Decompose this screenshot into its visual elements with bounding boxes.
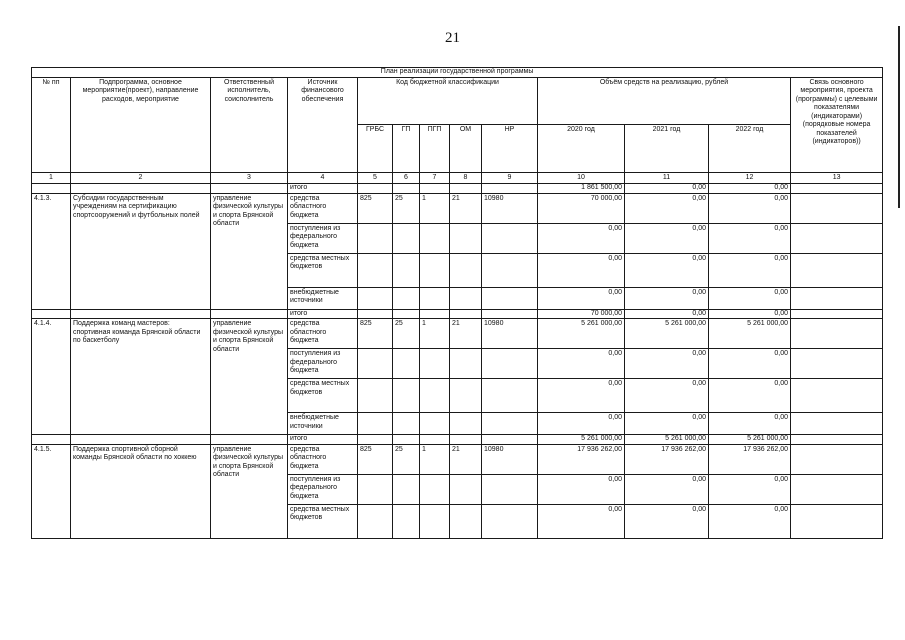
amount-2021: 0,00 bbox=[625, 349, 709, 379]
indicator-link bbox=[791, 413, 883, 435]
amount-2022: 5 261 000,00 bbox=[709, 319, 791, 349]
header-subprogram: Подпрограмма, основное мероприятие(проект), направление расходов, мероприятие bbox=[71, 77, 211, 172]
executor: управление физической культуры и спорта Брянской области bbox=[211, 444, 288, 538]
code-empty bbox=[358, 413, 393, 435]
amount-2020: 70 000,00 bbox=[538, 193, 625, 223]
column-number: 9 bbox=[482, 172, 538, 184]
code-nr: 10980 bbox=[482, 444, 538, 474]
code-empty bbox=[358, 379, 393, 413]
code-empty bbox=[482, 287, 538, 309]
total-2020: 70 000,00 bbox=[538, 309, 625, 319]
code-empty bbox=[420, 504, 450, 538]
funding-source: средства областного бюджета bbox=[288, 444, 358, 474]
measure-name: Субсидии государственным учреждениям на сертификацию спортсооружений и футбольных полей bbox=[71, 193, 211, 309]
code-empty bbox=[420, 349, 450, 379]
table-title: План реализации государственной программы bbox=[32, 68, 883, 78]
indicator-link bbox=[791, 193, 883, 223]
amount-2022: 0,00 bbox=[709, 504, 791, 538]
code-empty bbox=[393, 349, 420, 379]
amount-2021: 0,00 bbox=[625, 287, 709, 309]
code-empty bbox=[482, 253, 538, 287]
row-number: 4.1.3. bbox=[32, 193, 71, 309]
amount-2022: 0,00 bbox=[709, 379, 791, 413]
code-pgp: 1 bbox=[420, 319, 450, 349]
code-empty bbox=[393, 223, 420, 253]
header-row-1 bbox=[32, 77, 883, 125]
code-empty bbox=[450, 223, 482, 253]
total-2020: 5 261 000,00 bbox=[538, 435, 625, 445]
total-2021: 5 261 000,00 bbox=[625, 435, 709, 445]
table-title-row bbox=[32, 68, 883, 78]
column-number: 6 bbox=[393, 172, 420, 184]
amount-2021: 17 936 262,00 bbox=[625, 444, 709, 474]
code-gp: 25 bbox=[393, 444, 420, 474]
code-empty bbox=[393, 504, 420, 538]
code-empty bbox=[358, 287, 393, 309]
code-nr: 10980 bbox=[482, 193, 538, 223]
table-row bbox=[32, 319, 883, 349]
code-empty bbox=[420, 223, 450, 253]
code-empty bbox=[450, 253, 482, 287]
indicator-link bbox=[791, 287, 883, 309]
code-empty bbox=[450, 379, 482, 413]
amount-2020: 0,00 bbox=[538, 253, 625, 287]
code-gp: 25 bbox=[393, 319, 420, 349]
amount-2020: 0,00 bbox=[538, 287, 625, 309]
amount-2020: 0,00 bbox=[538, 413, 625, 435]
code-empty bbox=[450, 287, 482, 309]
column-number: 12 bbox=[709, 172, 791, 184]
code-empty bbox=[450, 349, 482, 379]
header-link: Связь основного мероприятия, проекта (программы) с целевыми показателями (индикаторами) (порядковые номера показателей (индикаторов)) bbox=[791, 77, 883, 172]
program-plan-table bbox=[31, 67, 883, 539]
total-2021: 0,00 bbox=[625, 309, 709, 319]
header-source: Источник финансового обеспечения bbox=[288, 77, 358, 172]
code-empty bbox=[482, 379, 538, 413]
header-funds: Объём средств на реализацию, рублей bbox=[538, 77, 791, 125]
column-number: 5 bbox=[358, 172, 393, 184]
executor: управление физической культуры и спорта Брянской области bbox=[211, 319, 288, 435]
code-empty bbox=[482, 474, 538, 504]
total-2020: 1 861 500,00 bbox=[538, 184, 625, 194]
header-grbs: ГРБС bbox=[358, 125, 393, 173]
header-executor: Ответственный исполнитель, соисполнитель bbox=[211, 77, 288, 172]
code-empty bbox=[420, 287, 450, 309]
code-empty bbox=[393, 379, 420, 413]
top-total-row bbox=[32, 184, 883, 194]
total-row bbox=[32, 309, 883, 319]
code-empty bbox=[358, 504, 393, 538]
header-nr: НР bbox=[482, 125, 538, 173]
funding-source: средства местных бюджетов bbox=[288, 253, 358, 287]
column-number: 8 bbox=[450, 172, 482, 184]
amount-2020: 0,00 bbox=[538, 504, 625, 538]
amount-2022: 0,00 bbox=[709, 474, 791, 504]
code-om: 21 bbox=[450, 319, 482, 349]
total-label: итого bbox=[288, 184, 358, 194]
code-pgp: 1 bbox=[420, 444, 450, 474]
code-empty bbox=[393, 413, 420, 435]
total-row bbox=[32, 435, 883, 445]
amount-2021: 0,00 bbox=[625, 223, 709, 253]
column-number: 4 bbox=[288, 172, 358, 184]
code-empty bbox=[450, 504, 482, 538]
amount-2021: 0,00 bbox=[625, 413, 709, 435]
amount-2021: 0,00 bbox=[625, 474, 709, 504]
header-2021: 2021 год bbox=[625, 125, 709, 173]
code-empty bbox=[450, 474, 482, 504]
code-gp: 25 bbox=[393, 193, 420, 223]
total-2022: 0,00 bbox=[709, 184, 791, 194]
funding-source: средства местных бюджетов bbox=[288, 504, 358, 538]
funding-source: поступления из федерального бюджета bbox=[288, 349, 358, 379]
amount-2020: 0,00 bbox=[538, 474, 625, 504]
amount-2020: 0,00 bbox=[538, 349, 625, 379]
table-row bbox=[32, 444, 883, 474]
amount-2022: 0,00 bbox=[709, 253, 791, 287]
funding-source: средства областного бюджета bbox=[288, 319, 358, 349]
total-label: итого bbox=[288, 309, 358, 319]
code-empty bbox=[482, 349, 538, 379]
header-num: № пп bbox=[32, 77, 71, 172]
header-om: ОМ bbox=[450, 125, 482, 173]
code-grbs: 825 bbox=[358, 444, 393, 474]
indicator-link bbox=[791, 349, 883, 379]
total-2022: 0,00 bbox=[709, 309, 791, 319]
amount-2022: 17 936 262,00 bbox=[709, 444, 791, 474]
measure-name: Поддержка спортивной сборной команды Брянской области по хоккею bbox=[71, 444, 211, 538]
amount-2021: 5 261 000,00 bbox=[625, 319, 709, 349]
header-pgp: ПГП bbox=[420, 125, 450, 173]
column-number: 7 bbox=[420, 172, 450, 184]
code-pgp: 1 bbox=[420, 193, 450, 223]
code-empty bbox=[450, 413, 482, 435]
funding-source: внебюджетные источники bbox=[288, 413, 358, 435]
indicator-link bbox=[791, 253, 883, 287]
total-2022: 5 261 000,00 bbox=[709, 435, 791, 445]
page-edge-line bbox=[898, 26, 900, 208]
amount-2021: 0,00 bbox=[625, 379, 709, 413]
column-number: 10 bbox=[538, 172, 625, 184]
amount-2021: 0,00 bbox=[625, 193, 709, 223]
amount-2022: 0,00 bbox=[709, 413, 791, 435]
code-grbs: 825 bbox=[358, 193, 393, 223]
column-numbers-row bbox=[32, 172, 883, 184]
column-number: 13 bbox=[791, 172, 883, 184]
header-budget-code: Код бюджетной классификации bbox=[358, 77, 538, 125]
code-grbs: 825 bbox=[358, 319, 393, 349]
amount-2022: 0,00 bbox=[709, 223, 791, 253]
total-label: итого bbox=[288, 435, 358, 445]
code-empty bbox=[358, 349, 393, 379]
amount-2022: 0,00 bbox=[709, 193, 791, 223]
amount-2020: 17 936 262,00 bbox=[538, 444, 625, 474]
code-empty bbox=[393, 253, 420, 287]
page-number: 21 bbox=[445, 30, 460, 46]
code-empty bbox=[420, 253, 450, 287]
amount-2021: 0,00 bbox=[625, 504, 709, 538]
code-om: 21 bbox=[450, 444, 482, 474]
funding-source: средства местных бюджетов bbox=[288, 379, 358, 413]
code-empty bbox=[420, 413, 450, 435]
code-empty bbox=[358, 474, 393, 504]
code-empty bbox=[420, 379, 450, 413]
indicator-link bbox=[791, 379, 883, 413]
amount-2022: 0,00 bbox=[709, 287, 791, 309]
column-number: 1 bbox=[32, 172, 71, 184]
table-row bbox=[32, 193, 883, 223]
amount-2020: 5 261 000,00 bbox=[538, 319, 625, 349]
code-empty bbox=[420, 474, 450, 504]
total-2021: 0,00 bbox=[625, 184, 709, 194]
indicator-link bbox=[791, 474, 883, 504]
code-om: 21 bbox=[450, 193, 482, 223]
code-empty bbox=[482, 223, 538, 253]
header-2022: 2022 год bbox=[709, 125, 791, 173]
funding-source: поступления из федерального бюджета bbox=[288, 474, 358, 504]
code-nr: 10980 bbox=[482, 319, 538, 349]
amount-2021: 0,00 bbox=[625, 253, 709, 287]
column-number: 11 bbox=[625, 172, 709, 184]
row-number: 4.1.5. bbox=[32, 444, 71, 538]
amount-2020: 0,00 bbox=[538, 379, 625, 413]
code-empty bbox=[358, 253, 393, 287]
indicator-link bbox=[791, 319, 883, 349]
code-empty bbox=[358, 223, 393, 253]
column-number: 3 bbox=[211, 172, 288, 184]
amount-2022: 0,00 bbox=[709, 349, 791, 379]
header-gp: ГП bbox=[393, 125, 420, 173]
row-number: 4.1.4. bbox=[32, 319, 71, 435]
code-empty bbox=[393, 474, 420, 504]
indicator-link bbox=[791, 223, 883, 253]
indicator-link bbox=[791, 504, 883, 538]
funding-source: внебюджетные источники bbox=[288, 287, 358, 309]
funding-source: средства областного бюджета bbox=[288, 193, 358, 223]
code-empty bbox=[482, 413, 538, 435]
code-empty bbox=[482, 504, 538, 538]
measure-name: Поддержка команд мастеров: спортивная команда Брянской области по баскетболу bbox=[71, 319, 211, 435]
amount-2020: 0,00 bbox=[538, 223, 625, 253]
column-number: 2 bbox=[71, 172, 211, 184]
funding-source: поступления из федерального бюджета bbox=[288, 223, 358, 253]
executor: управление физической культуры и спорта Брянской области bbox=[211, 193, 288, 309]
code-empty bbox=[393, 287, 420, 309]
header-2020: 2020 год bbox=[538, 125, 625, 173]
indicator-link bbox=[791, 444, 883, 474]
